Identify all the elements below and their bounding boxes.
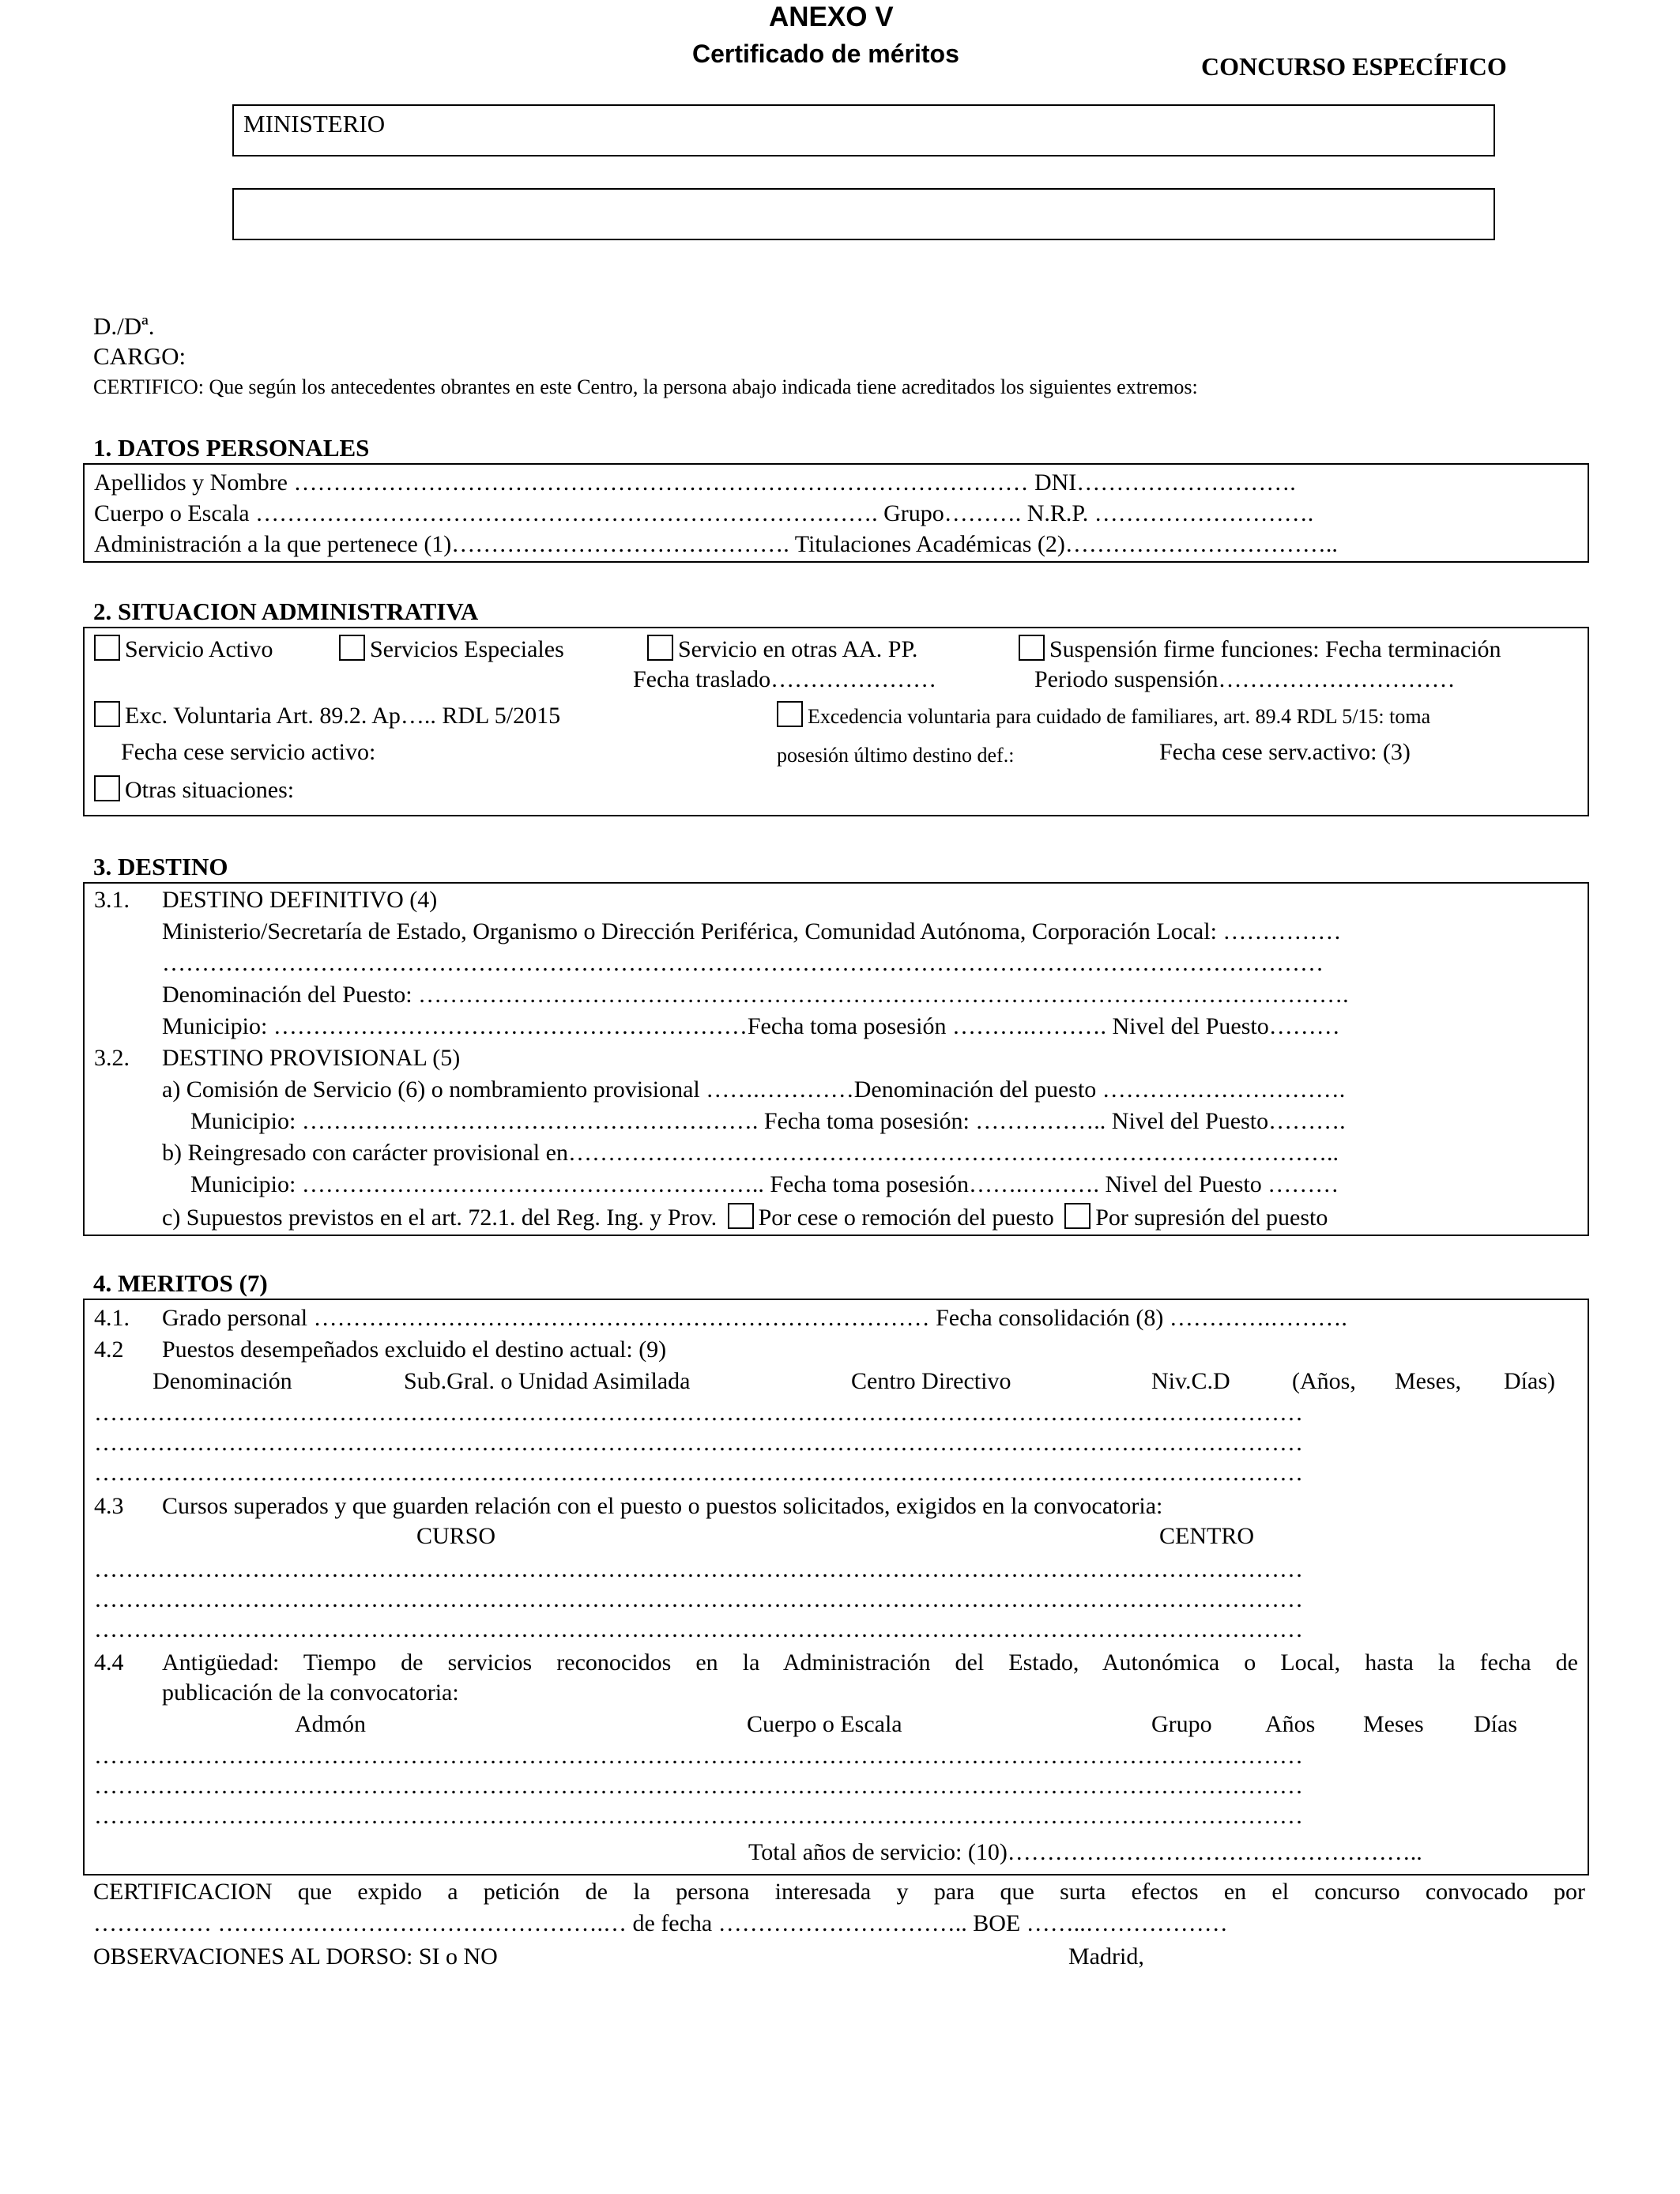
checkbox-icon[interactable] (94, 775, 120, 801)
opt-servicio-activo[interactable] (94, 635, 273, 665)
cursos-row[interactable]: ……………………………………………………………………………………………………………………………………… (94, 1586, 1303, 1612)
por-cese-label: Por cese o remoción del puesto (758, 1204, 1054, 1231)
municipio-b[interactable]: Municipio: ………………………………………………….. Fecha toma posesión…….………. Nivel del Puesto ……… (190, 1171, 1339, 1197)
checkbox-icon[interactable] (94, 701, 120, 727)
col-meses: Meses, (1395, 1368, 1462, 1394)
col-dias-44: Días (1474, 1711, 1517, 1737)
checkbox-icon[interactable] (777, 701, 803, 727)
col-dias: Días) (1504, 1368, 1555, 1394)
personal-admin-line[interactable]: Administración a la que pertenece (1)……………………………………. Titulaciones Académicas (2)…………………………….. (94, 531, 1338, 557)
puestos-row[interactable]: ……………………………………………………………………………………………………………………………………… (94, 1400, 1303, 1426)
opt-suspension-label: Suspensión firme funciones: Fecha terminación (1049, 636, 1501, 662)
opt-servicios-especiales[interactable] (339, 635, 564, 665)
checkbox-icon[interactable] (94, 635, 120, 661)
municipio-a[interactable]: Municipio: …………………………………………………. Fecha toma posesión: …………….. Nivel del Puesto………. (190, 1108, 1346, 1134)
ministerio-dots[interactable]: ………………………………………………………………………………………………………………………………… (162, 950, 1324, 976)
opt-otras-situaciones-label: Otras situaciones: (125, 777, 295, 803)
destino-provisional-title: DESTINO PROVISIONAL (5) (162, 1045, 461, 1071)
section-2-box (83, 627, 1589, 816)
col-subgral: Sub.Gral. o Unidad Asimilada (404, 1368, 691, 1394)
n41: 4.1. (94, 1305, 130, 1331)
puestos-row[interactable]: ……………………………………………………………………………………………………………………………………… (94, 1460, 1303, 1486)
opt-otras-aapp-label: Servicio en otras AA. PP. (678, 636, 918, 662)
checkbox-icon[interactable] (1019, 635, 1045, 661)
antiguedad-title-2: publicación de la convocatoria: (162, 1679, 459, 1706)
comision-servicio[interactable]: a) Comisión de Servicio (6) o nombramiento provisional …….…………Denominación del puesto …………………………. (162, 1076, 1346, 1103)
col-meses-44: Meses (1363, 1711, 1424, 1737)
unit-field[interactable] (232, 188, 1495, 240)
col-curso: CURSO (416, 1523, 496, 1549)
contest-type: CONCURSO ESPECÍFICO (1201, 52, 1507, 81)
total-anos-servicio[interactable]: Total años de servicio: (10)…………………………………………….. (748, 1839, 1422, 1865)
checkbox-icon[interactable] (728, 1203, 754, 1229)
n31: 3.1. (94, 887, 130, 913)
antiguedad-title (162, 1648, 1578, 1678)
section-2-title: 2. SITUACION ADMINISTRATIVA (93, 598, 479, 625)
reingresado[interactable]: b) Reingresado con carácter provisional en…………………………………………………………………………………….. (162, 1140, 1339, 1166)
col-nivcd: Niv.C.D (1151, 1368, 1230, 1394)
section-1-box (83, 463, 1589, 563)
n44: 4.4 (94, 1649, 124, 1676)
opt-exc-familiares[interactable] (777, 701, 1430, 732)
section-1-title: 1. DATOS PERSONALES (93, 434, 370, 462)
col-denominacion: Denominación (153, 1368, 292, 1394)
opt-servicio-activo-label: Servicio Activo (125, 636, 273, 662)
antiguedad-row[interactable]: ……………………………………………………………………………………………………………………………………… (94, 1803, 1303, 1829)
n32: 3.2. (94, 1045, 130, 1071)
opt-otras-aapp[interactable] (647, 635, 917, 665)
grado-personal[interactable]: Grado personal …………………………………………………………………… Fecha consolidación (8) ………….………. (162, 1305, 1347, 1331)
opt-otras-situaciones[interactable] (94, 775, 294, 805)
col-centro-directivo: Centro Directivo (851, 1368, 1011, 1394)
col-grupo: Grupo (1151, 1711, 1212, 1737)
annex-title: ANEXO V (769, 2, 894, 32)
supuestos-label: c) Supuestos previstos en el art. 72.1. del Reg. Ing. y Prov. (162, 1204, 718, 1231)
antiguedad-row[interactable]: ……………………………………………………………………………………………………………………………………… (94, 1773, 1303, 1799)
ministerio-line[interactable]: Ministerio/Secretaría de Estado, Organismo o Dirección Periférica, Comunidad Autónoma, Corporación Local: …………… (162, 918, 1342, 944)
fecha-cese-servicio[interactable]: Fecha cese servicio activo: (121, 739, 376, 765)
certificacion-line (93, 1877, 1585, 1907)
opt-exc-voluntaria[interactable] (94, 701, 560, 731)
municipio-definitivo[interactable]: Municipio: ……………………………………………………Fecha toma posesión ……….………. Nivel del Puesto……… (162, 1013, 1340, 1039)
opt-suspension[interactable] (1019, 635, 1501, 665)
col-anos: (Años, (1292, 1368, 1356, 1394)
checkbox-icon[interactable] (339, 635, 365, 661)
section-3-title: 3. DESTINO (93, 853, 228, 880)
col-cuerpo: Cuerpo o Escala (747, 1711, 902, 1737)
cursos-title: Cursos superados y que guarden relación con el puesto o puestos solicitados, exigidos en la convocatoria: (162, 1493, 1163, 1519)
opt-exc-familiares-label: Excedencia voluntaria para cuidado de familiares, art. 89.4 RDL 5/15: toma (808, 705, 1431, 728)
opt-exc-voluntaria-label: Exc. Voluntaria Art. 89.2. Ap….. RDL 5/2015 (125, 703, 561, 729)
antiguedad-row[interactable]: ……………………………………………………………………………………………………………………………………… (94, 1743, 1303, 1769)
col-centro: CENTRO (1159, 1523, 1254, 1549)
section-4-box (83, 1299, 1589, 1875)
document-subtitle: Certificado de méritos (692, 40, 959, 68)
supuestos-line (162, 1203, 1328, 1233)
puestos-row[interactable]: ……………………………………………………………………………………………………………………………………… (94, 1430, 1303, 1456)
section-3-box (83, 882, 1589, 1236)
observaciones[interactable]: OBSERVACIONES AL DORSO: SI o NO (93, 1943, 498, 1970)
col-anos-44: Años (1265, 1711, 1316, 1737)
n42: 4.2 (94, 1336, 124, 1363)
posesion-ultimo-destino[interactable]: posesión último destino def.: (777, 744, 1015, 767)
ministry-field[interactable] (232, 104, 1495, 156)
periodo-suspension[interactable]: Periodo suspensión………………………… (1034, 666, 1456, 692)
n43: 4.3 (94, 1493, 124, 1519)
certifico-text: CERTIFICO: Que según los antecedentes obrantes en este Centro, la persona abajo indicada tiene acreditados los siguientes extremos: (93, 375, 1198, 398)
col-admon: Admón (295, 1711, 366, 1737)
cursos-row[interactable]: ……………………………………………………………………………………………………………………………………… (94, 1556, 1303, 1582)
destino-definitivo-title: DESTINO DEFINITIVO (4) (162, 887, 438, 913)
antiguedad-text: Antigüedad: Tiempo de servicios reconocidos en la Administración del Estado, Autonómica o Local, hasta la fecha de (162, 1649, 1578, 1676)
d-line: D./Dª. (93, 312, 155, 340)
certificacion-text: CERTIFICACION que expido a petición de la persona interesada y para que surta efectos en el concurso convocado por (93, 1879, 1585, 1905)
personal-corps-line[interactable]: Cuerpo o Escala ……………………………………………………………………. Grupo………. N.R.P. ………………………. (94, 500, 1314, 526)
por-supresion-label: Por supresión del puesto (1095, 1204, 1328, 1231)
cargo-line: CARGO: (93, 342, 186, 370)
fecha-traslado[interactable]: Fecha traslado………………… (633, 666, 937, 692)
section-4-title: 4. MERITOS (7) (93, 1269, 268, 1297)
antiguedad-line-1 (162, 1648, 1578, 1678)
cursos-row[interactable]: ……………………………………………………………………………………………………………………………………… (94, 1616, 1303, 1642)
puestos-title: Puestos desempeñados excluido el destino actual: (9) (162, 1336, 667, 1363)
personal-name-line[interactable]: Apellidos y Nombre ………………………………………………………………………………… DNI………………………. (94, 469, 1296, 496)
opt-servicios-especiales-label: Servicios Especiales (370, 636, 564, 662)
checkbox-icon[interactable] (1064, 1203, 1090, 1229)
madrid-signature-place: Madrid, (1068, 1943, 1144, 1970)
ministry-label: MINISTERIO (243, 110, 386, 138)
certificacion-fields[interactable]: …………… ………………………………………….… de fecha ………………………….. BOE ……..……………… (93, 1910, 1228, 1936)
denominacion-puesto[interactable]: Denominación del Puesto: ………………………………………………………………………………………………………. (162, 982, 1349, 1008)
checkbox-icon[interactable] (647, 635, 673, 661)
fecha-cese-serv-activo[interactable]: Fecha cese serv.activo: (3) (1159, 739, 1411, 765)
